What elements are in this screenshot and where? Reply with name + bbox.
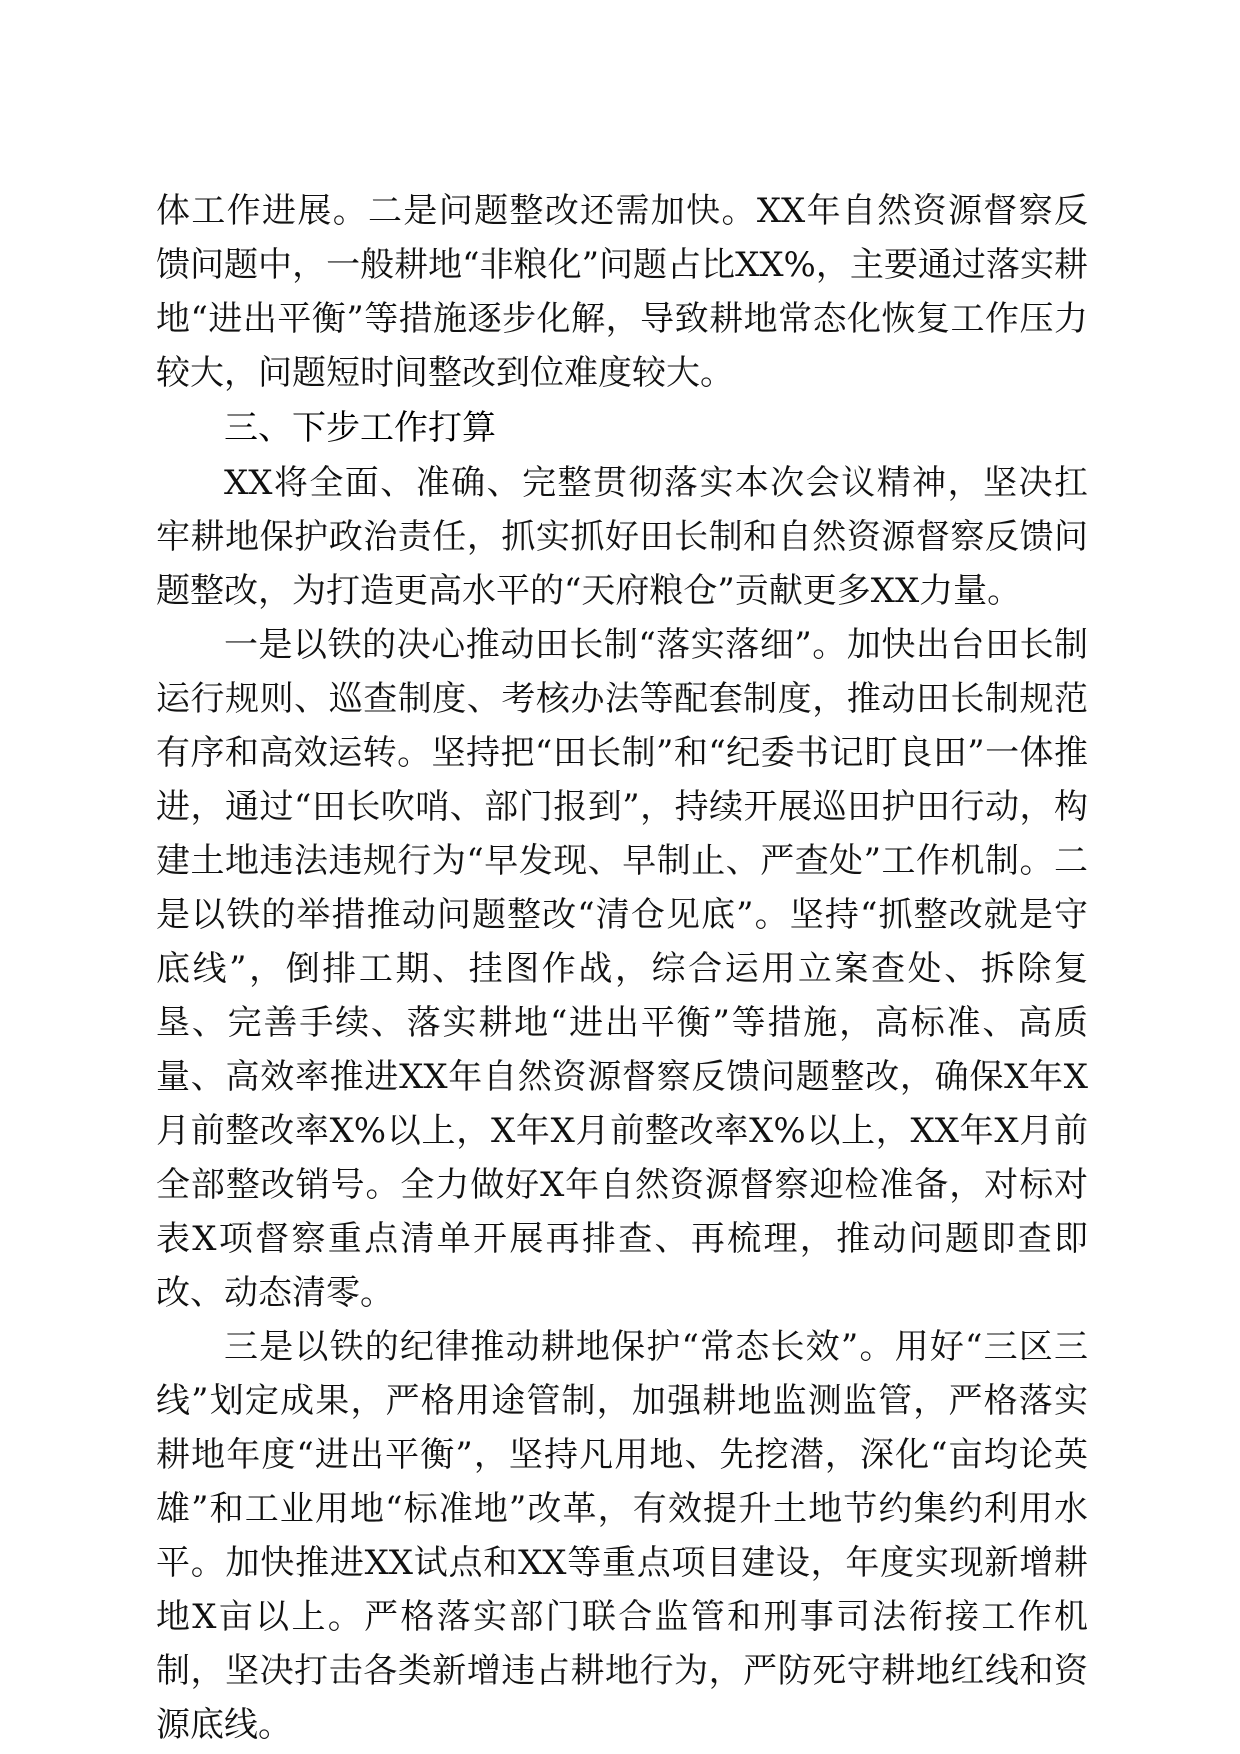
paragraph-measures-one-two: 一是以铁的决心推动田长制“落实落细”。加快出台田长制运行规则、巡查制度、考核办法等配套制度，推动田长制规范有序和高效运转。坚持把“田长制”和“纪委书记盯良田”一体推进，通过“田长吹哨、部门报到”，持续开展巡田护田行动，构建土地违法违规行为“早发现、早制止、严查处”工作机制。二是以铁的举措推动问题整改“清仓见底”。坚持“抓整改就是守底线”，倒排工期、挂图作战，综合运用立案查处、拆除复垦、完善手续、落实耕地“进出平衡”等措施，高标准、高质量、高效率推进XX年自然资源督察反馈问题整改，确保X年X月前整改率X%以上，X年X月前整改率X%以上，XX年X月前全部整改销号。全力做好X年自然资源督察迎检准备，对标对表X项督察重点清单开展再排查、再梳理，推动问题即查即改、动态清零。 — [156, 625, 1088, 1313]
document-body — [156, 184, 1088, 1752]
paragraph-continuation: 体工作进展。二是问题整改还需加快。XX年自然资源督察反馈问题中，一般耕地“非粮化”问题占比XX%，主要通过落实耕地“进出平衡”等措施逐步化解，导致耕地常态化恢复工作压力较大，问题短时间整改到位难度较大。 — [156, 191, 1088, 393]
paragraph-measure-three: 三是以铁的纪律推动耕地保护“常态长效”。用好“三区三线”划定成果，严格用途管制，加强耕地监测监管，严格落实耕地年度“进出平衡”，坚持凡用地、先挖潜，深化“亩均论英雄”和工业用地“标准地”改革，有效提升土地节约集约利用水平。加快推进XX试点和XX等重点项目建设，年度实现新增耕地X亩以上。严格落实部门联合监管和刑事司法衔接工作机制，坚决打击各类新增违占耕地行为，严防死守耕地红线和资源底线。 — [156, 1327, 1088, 1745]
paragraph-intro: XX将全面、准确、完整贯彻落实本次会议精神，坚决扛牢耕地保护政治责任，抓实抓好田长制和自然资源督察反馈问题整改，为打造更高水平的“天府粮仓”贡献更多XX力量。 — [156, 463, 1088, 611]
section-heading: 三、下步工作打算 — [224, 408, 496, 448]
